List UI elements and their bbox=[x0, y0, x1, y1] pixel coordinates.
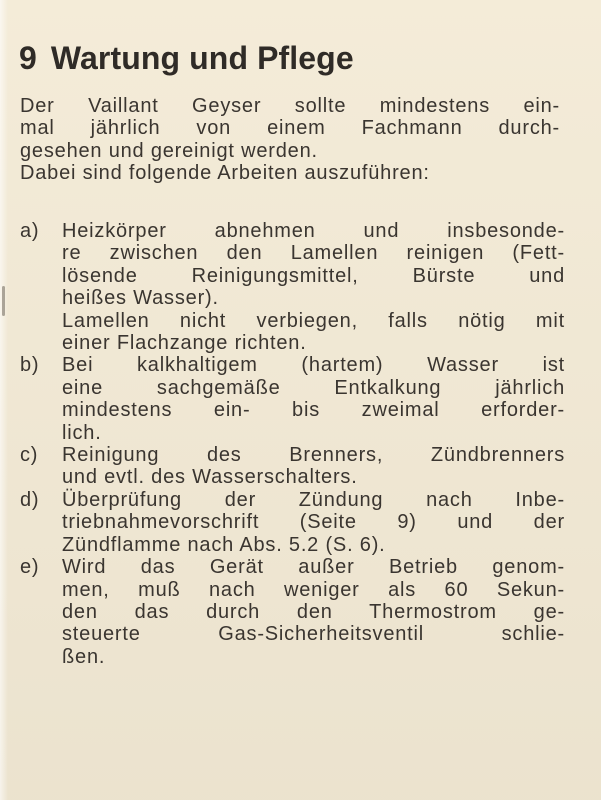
section-title: Wartung und Pflege bbox=[50, 40, 354, 76]
list-marker: e) bbox=[20, 556, 40, 579]
list-line: lich. bbox=[62, 421, 102, 444]
list-line: mindestens ein- bis zweimal erforder- bbox=[62, 399, 565, 422]
list-item-text bbox=[62, 556, 565, 668]
list-marker: c) bbox=[20, 444, 39, 467]
list-item-text bbox=[62, 444, 565, 489]
list-line: Wird das Gerät außer Betrieb genom- bbox=[62, 556, 565, 579]
task-list bbox=[20, 220, 565, 668]
list-line: Zündflamme nach Abs. 5.2 (S. 6). bbox=[62, 533, 386, 556]
list-item-text bbox=[62, 220, 565, 354]
intro-line: Dabei sind folgende Arbeiten auszuführen: bbox=[20, 162, 430, 185]
list-marker: a) bbox=[20, 220, 40, 242]
list-item-d bbox=[20, 489, 565, 556]
list-line: einer Flachzange richten. bbox=[62, 332, 307, 355]
list-line: Heizkörper abnehmen und insbesonde- bbox=[62, 220, 565, 242]
list-line: und evtl. des Wasserschalters. bbox=[62, 466, 358, 489]
section-heading bbox=[19, 40, 354, 77]
list-line: triebnahmevorschrift (Seite 9) und der bbox=[62, 511, 565, 534]
intro-line: gesehen und gereinigt werden. bbox=[20, 139, 318, 162]
list-line: steuerte Gas-Sicherheitsventil schlie- bbox=[62, 623, 565, 646]
scan-mark bbox=[2, 286, 5, 316]
list-line: Reinigung des Brenners, Zündbrenners bbox=[62, 444, 565, 467]
page-right-edge bbox=[601, 0, 605, 800]
section-number: 9 bbox=[19, 40, 37, 76]
intro-line: mal jährlich von einem Fachmann durch- bbox=[20, 117, 560, 140]
intro-paragraph bbox=[20, 95, 560, 185]
list-item-text bbox=[62, 354, 565, 444]
list-item-a bbox=[20, 220, 565, 354]
list-line: lösende Reinigungsmittel, Bürste und bbox=[62, 264, 565, 287]
list-line: men, muß nach weniger als 60 Sekun- bbox=[62, 578, 565, 601]
intro-line: Der Vaillant Geyser sollte mindestens ein- bbox=[20, 95, 560, 117]
list-line: ßen. bbox=[62, 645, 106, 668]
list-line: Lamellen nicht verbiegen, falls nötig mit bbox=[62, 309, 565, 332]
list-item-e bbox=[20, 556, 565, 668]
list-item-c bbox=[20, 444, 565, 489]
list-marker: d) bbox=[20, 488, 40, 511]
list-item-b bbox=[20, 354, 565, 444]
list-item-text bbox=[62, 489, 565, 556]
list-marker: b) bbox=[20, 354, 40, 377]
list-line: heißes Wasser). bbox=[62, 287, 219, 310]
list-line: Bei kalkhaltigem (hartem) Wasser ist bbox=[62, 354, 565, 377]
list-line: Überprüfung der Zündung nach Inbe- bbox=[62, 488, 565, 511]
page-left-edge bbox=[0, 0, 8, 800]
list-line: den das durch den Thermostrom ge- bbox=[62, 600, 565, 623]
list-line: eine sachgemäße Entkalkung jährlich bbox=[62, 376, 565, 399]
list-line: re zwischen den Lamellen reinigen (Fett- bbox=[62, 242, 565, 265]
